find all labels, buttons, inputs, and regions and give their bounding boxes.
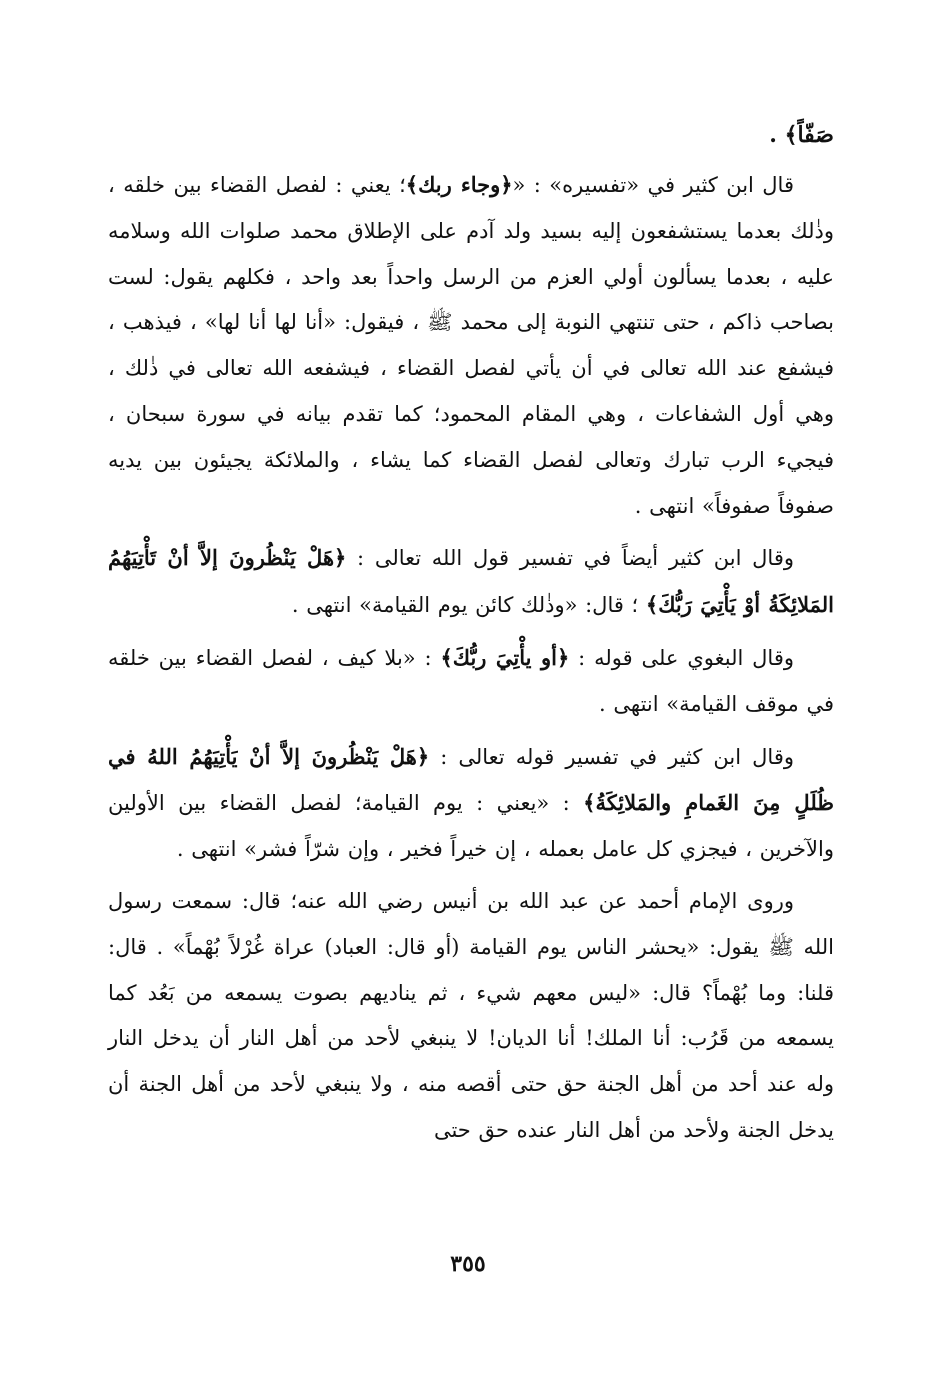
paragraph-ibn-kathir-1 bbox=[108, 162, 834, 529]
text-span: وقال ابن كثير أيضاً في تفسير قول الله تعالى : bbox=[346, 546, 794, 571]
text-span: وروى الإمام أحمد عن عبد الله بن أنيس رضي الله عنه؛ قال: سمعت رسول الله ﷺ يقول: «يحشر الناس يوم القيامة (أو قال: العباد) عراة غُرْلاً بُهْماً» . قال: قلنا: وما بُهْماً؟ قال: «ليس معهم شيء ، ثم يناديهم بصوت يسمعه من بَعُد كما يسمعه من قَرُب: أنا الملك! أنا الديان! لا ينبغي لأحد من أهل النار أن يدخل النار وله عند أحد من أهل الجنة حق حتى أقصه منه ، ولا ينبغي لأحد من أهل الجنة أن يدخل الجنة ولأحد من أهل النار عنده حق حتى bbox=[108, 888, 834, 1142]
quran-quote: ﴿هَلْ يَنْظُرونَ إلاَّ أنْ يَأْتِيَهُمُ اللهُ في ظُلَلٍ مِنَ الغَمامِ والمَلائِكَةُ﴾ bbox=[108, 743, 834, 816]
page-number: ٣٥٥ bbox=[450, 1251, 486, 1277]
page-body bbox=[108, 112, 834, 1160]
text-span: وقال ابن كثير في تفسير قوله تعالى : bbox=[429, 744, 794, 769]
paragraph-baghawi bbox=[108, 635, 834, 728]
paragraph-ibn-kathir-2 bbox=[108, 535, 834, 629]
text-span: : «يعني : يوم القيامة؛ لفصل القضاء بين الأولين والآخرين ، فيجزي كل عامل بعمله ، إن خيراً فخير ، وإن شرّاً فشر» انتهى . bbox=[108, 791, 834, 862]
text-span: ؛ يعني : لفصل القضاء بين خلقه ، وذٰلك بعدما يستشفعون إليه بسيد ولد آدم على الإطلاق محمد صلوات الله وسلامه عليه ، بعدما يسألون أولي العزم من الرسل واحداً بعد واحد ، فكلهم يقول: لست بصاحب ذاكم ، حتى تنتهي النوبة إلى محمد ﷺ ، فيقول: «أنا لها أنا لها» ، فيذهب ، فيشفع عند الله تعالى في أن يأتي لفصل القضاء ، فيشفعه الله تعالى في ذٰلك ، وهي أول الشفاعات ، وهي المقام المحمود؛ كما تقدم بيانه في سورة سبحان ، فيجيء الرب تبارك وتعالى لفصل القضاء كما يشاء ، والملائكة يجيئون بين يديه صفوفاً صفوفاً» انتهى . bbox=[108, 173, 834, 518]
text-span: وقال البغوي على قوله : bbox=[569, 645, 794, 670]
text-span: قال ابن كثير في «تفسيره» : « bbox=[512, 173, 794, 197]
text-span: : «بلا كيف ، لفصل القضاء بين خلقه في موقف القيامة» انتهى . bbox=[108, 645, 834, 716]
paragraph-ahmad-hadith bbox=[108, 879, 834, 1154]
text-span: ؛ قال: «وذٰلك كائن يوم القيامة» انتهى . bbox=[291, 593, 646, 618]
continuation-line: صَفّاً﴾ . bbox=[769, 122, 834, 148]
paragraph-ibn-kathir-3 bbox=[108, 734, 834, 873]
quran-quote: ﴿هَلْ يَنْظُرونَ إلاَّ أنْ تَأْتِيَهُمُ المَلائِكَةُ أوْ يَأْتِيَ رَبُّكَ﴾ bbox=[108, 545, 834, 618]
quran-quote: ﴿أو يأْتِيَ ربُّكَ﴾ bbox=[440, 644, 570, 670]
quran-quote: ﴿وجاء ربك﴾ bbox=[405, 172, 513, 197]
